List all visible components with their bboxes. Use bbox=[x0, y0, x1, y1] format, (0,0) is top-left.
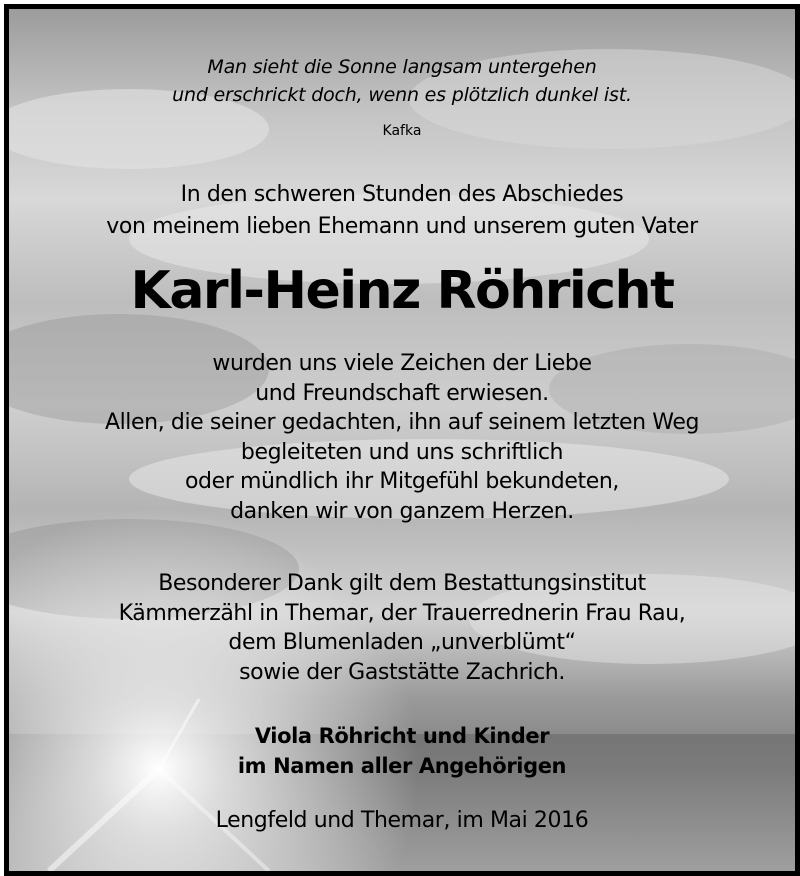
special-thanks-line: Kämmerzähl in Themar, der Trauerrednerin Frau Rau, bbox=[118, 600, 686, 626]
notice-content bbox=[9, 9, 795, 871]
signature-line: Viola Röhricht und Kinder bbox=[254, 724, 550, 748]
special-thanks-line: sowie der Gaststätte Zachrich. bbox=[239, 659, 565, 685]
obituary-notice bbox=[4, 4, 800, 876]
special-thanks-line: Besonderer Dank gilt dem Bestattungsinstitut bbox=[158, 571, 646, 596]
special-thanks-text bbox=[9, 569, 795, 687]
gratitude-line: oder mündlich ihr Mitgefühl bekundeten, bbox=[184, 469, 620, 494]
special-thanks-line: dem Blumenladen „unverblümt“ bbox=[228, 630, 576, 655]
quote bbox=[9, 53, 795, 109]
intro-line: In den schweren Stunden des Abschiedes bbox=[180, 182, 624, 207]
gratitude-line: wurden uns viele Zeichen der Liebe bbox=[212, 351, 592, 376]
quote-author: Kafka bbox=[382, 123, 422, 139]
gratitude-line: Allen, die seiner gedachten, ihn auf seinem letzten Weg bbox=[104, 410, 700, 435]
gratitude-line: und Freundschaft erwiesen. bbox=[255, 380, 549, 406]
deceased-name: Karl-Heinz Röhricht bbox=[130, 261, 674, 321]
quote-line: Man sieht die Sonne langsam untergehen bbox=[207, 56, 597, 78]
gratitude-line: danken wir von ganzem Herzen. bbox=[230, 498, 574, 524]
intro-line: von meinem lieben Ehemann und unserem guten Vater bbox=[106, 214, 698, 239]
quote-line: und erschrickt doch, wenn es plötzlich dunkel ist. bbox=[172, 84, 632, 106]
intro-text bbox=[9, 179, 795, 243]
gratitude-line: begleiteten und uns schriftlich bbox=[240, 439, 564, 465]
place-date: Lengfeld und Themar, im Mai 2016 bbox=[215, 808, 589, 833]
signature bbox=[9, 721, 795, 781]
signature-line: im Namen aller Angehörigen bbox=[237, 754, 567, 778]
gratitude-text bbox=[9, 349, 795, 526]
